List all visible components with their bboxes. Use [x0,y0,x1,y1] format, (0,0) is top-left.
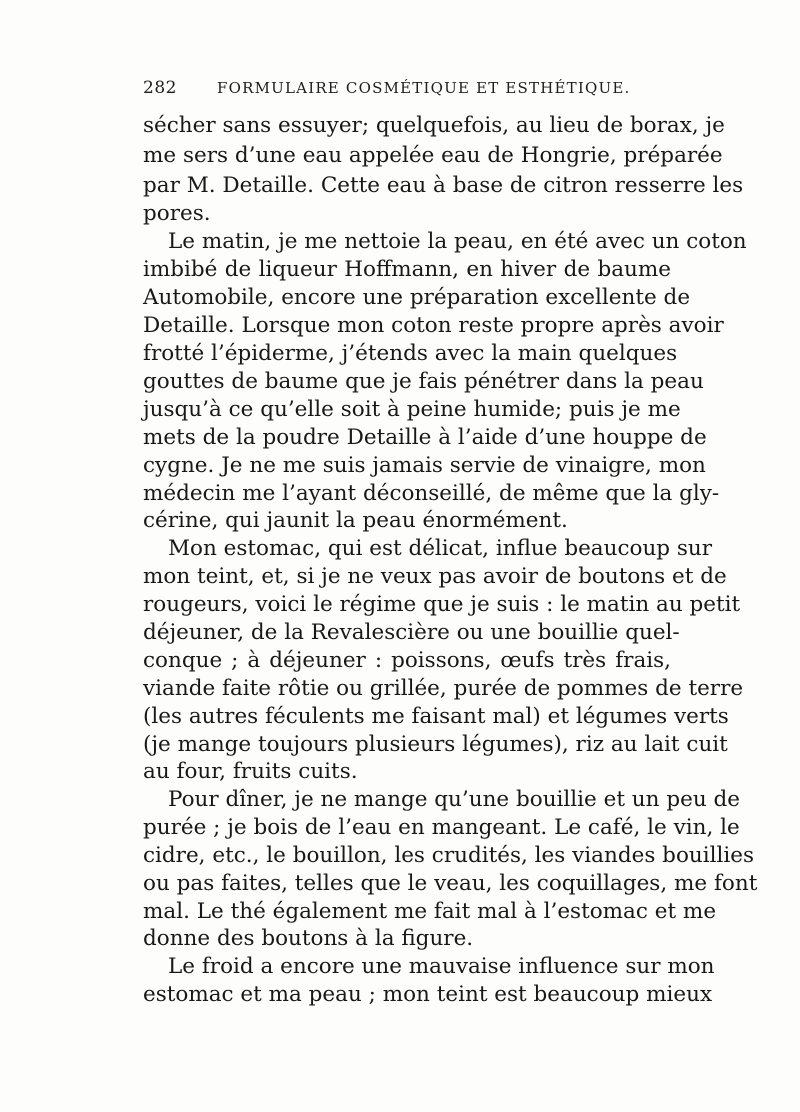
text-line: mets de la poudre Detaille à l’aide d’une houppe de [143,425,707,450]
text-line: viande faite rôtie ou grillée, purée de pommes de terre [143,676,744,701]
text-line: cygne. Je ne me suis jamais servie de vinaigre, mon [143,453,706,478]
text-line: jusqu’à ce qu’elle soit à peine humide; puis je me [143,397,681,422]
text-line: sécher sans essuyer; quelquefois, au lieu de borax, je [143,113,725,138]
text-line: cérine, qui jaunit la peau énormément. [143,508,568,533]
text-line: donne des boutons à la figure. [143,926,474,951]
text-line: conque ; à déjeuner : poissons, œufs très frais, [143,648,671,673]
text-line: cidre, etc., le bouillon, les crudités, les viandes bouillies [143,843,754,868]
text-line: me sers d’une eau appelée eau de Hongrie, préparée [143,143,723,168]
text-line: Automobile, encore une préparation excellente de [143,285,691,310]
text-line: mal. Le thé également me fait mal à l’estomac et me [143,899,717,924]
text-line: par M. Detaille. Cette eau à base de citron resserre les [143,173,744,198]
paragraph-start-line: Mon estomac, qui est délicat, influe beaucoup sur [168,536,713,561]
text-line: estomac et ma peau ; mon teint est beaucoup mieux [143,982,713,1007]
text-line: pores. [143,201,211,226]
paragraph-start-line: Pour dîner, je ne mange qu’une bouillie et un peu de [168,787,740,812]
text-line: rougeurs, voici le régime que je suis : le matin au petit [143,592,741,617]
paragraph-start-line: Le matin, je me nettoie la peau, en été avec un coton [168,229,747,254]
text-line: purée ; je bois de l’eau en mangeant. Le café, le vin, le [143,815,740,840]
text-line: médecin me l’ayant déconseillé, de même que la gly- [143,481,720,506]
text-line: gouttes de baume que je fais pénétrer dans la peau [143,369,704,394]
running-title: FORMULAIRE COSMÉTIQUE ET ESTHÉTIQUE. [217,79,631,97]
text-line: (les autres féculents me faisant mal) et légumes verts [143,704,729,729]
paragraph-start-line: Le froid a encore une mauvaise influence sur mon [168,954,715,979]
text-line: mon teint, et, si je ne veux pas avoir de boutons et de [143,564,727,589]
text-line: Detaille. Lorsque mon coton reste propre après avoir [143,313,724,338]
text-line: (je mange toujours plusieurs légumes), riz au lait cuit [143,732,728,757]
text-line: ou pas faites, telles que le veau, les coquillages, me font [143,871,758,896]
text-line: frotté l’épiderme, j’étends avec la main quelques [143,341,678,366]
page-number: 282 [143,78,177,98]
running-header [143,78,673,102]
text-line: au four, fruits cuits. [143,759,358,784]
text-line: déjeuner, de la Revalescière ou une bouillie quel- [143,620,680,645]
text-line: imbibé de liqueur Hoffmann, en hiver de baume [143,257,671,282]
